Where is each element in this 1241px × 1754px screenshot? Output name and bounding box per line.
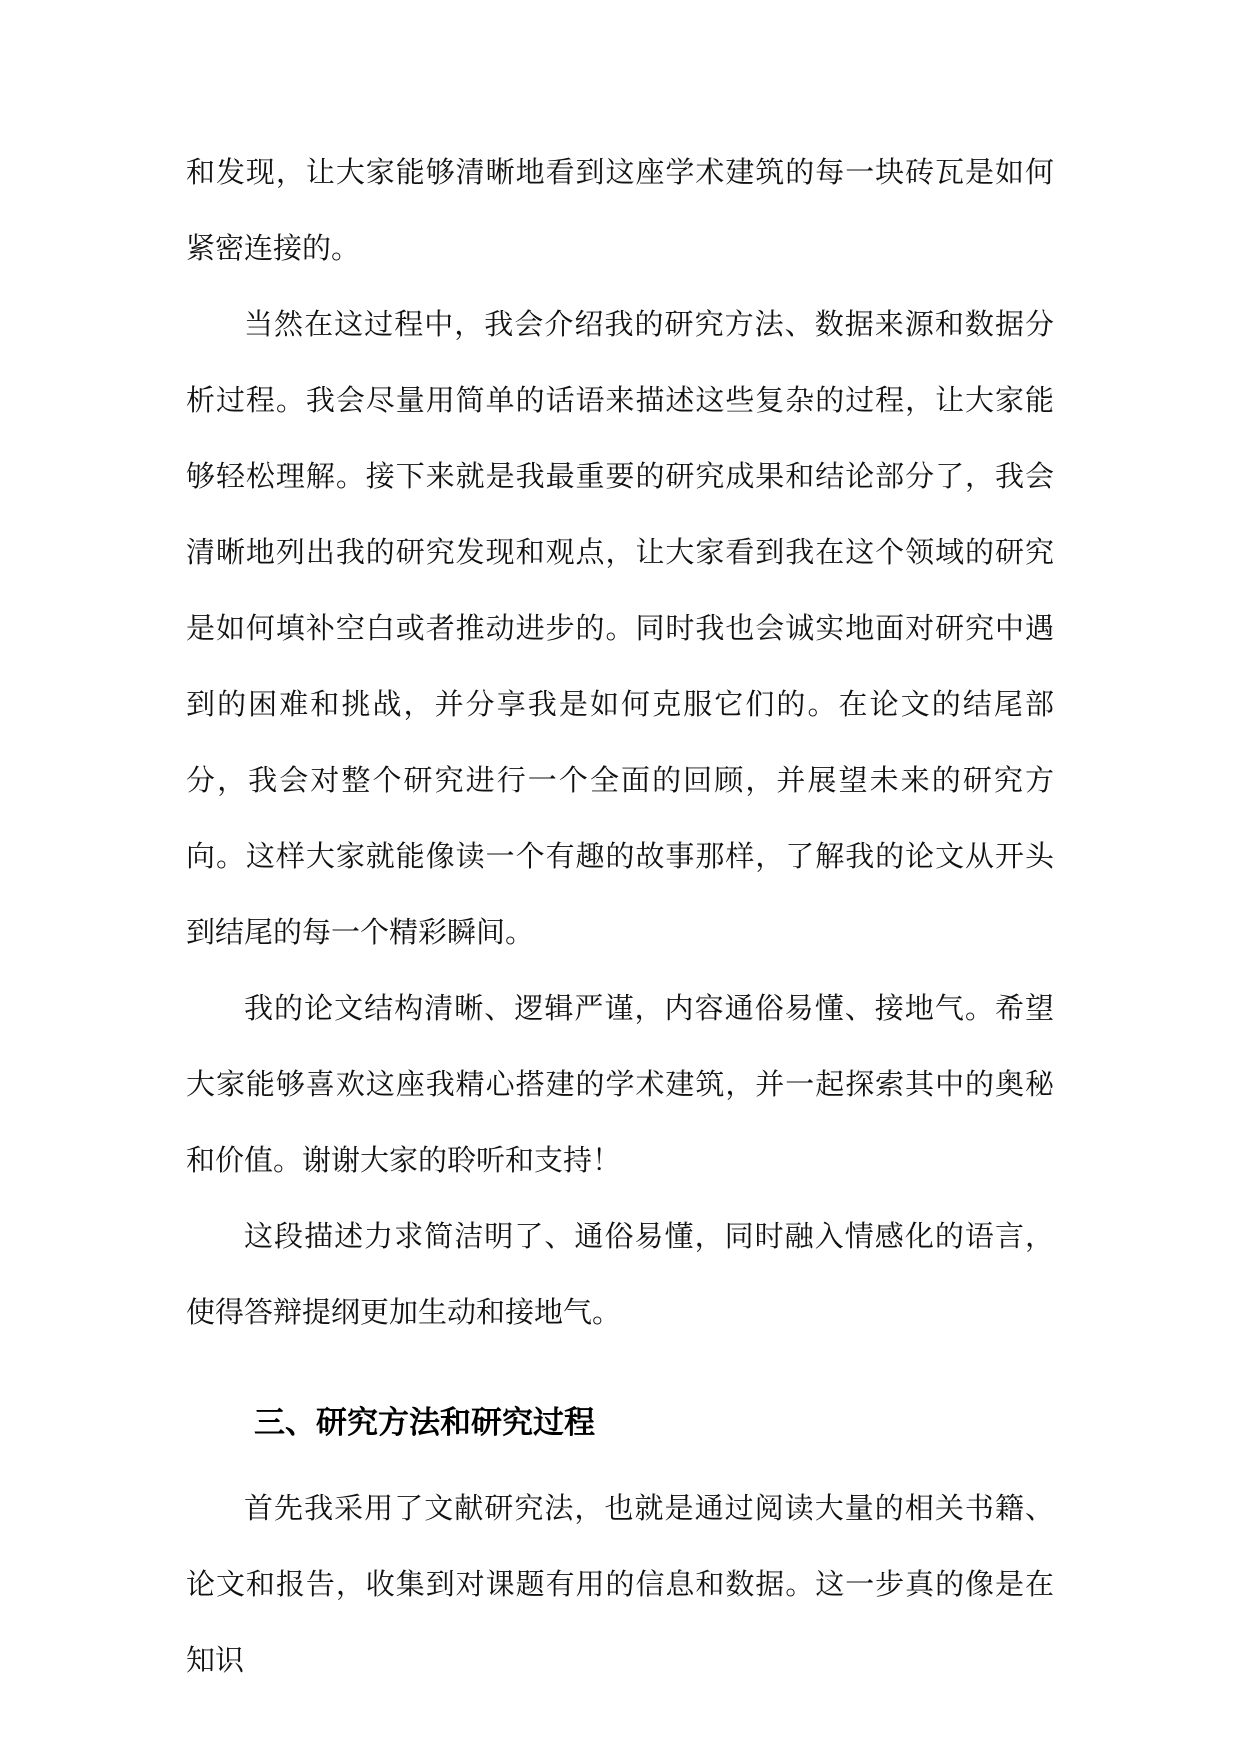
paragraph-note: 这段描述力求简洁明了、通俗易懂，同时融入情感化的语言，使得答辩提纲更加生动和接地气。 <box>186 1219 1054 1329</box>
document-body <box>186 134 1054 1698</box>
paragraph-section-start: 首先我采用了文献研究法，也就是通过阅读大量的相关书籍、论文和报告，收集到对课题有用的信息和数据。这一步真的像是在知识 <box>186 1491 1054 1677</box>
paragraph-methods-overview: 当然在这过程中，我会介绍我的研究方法、数据来源和数据分析过程。我会尽量用简单的话语来描述这些复杂的过程，让大家能够轻松理解。接下来就是我最重要的研究成果和结论部分了，我会清晰地列出我的研究发现和观点，让大家看到我在这个领域的研究是如何填补空白或者推动进步的。同时我也会诚实地面对研究中遇到的困难和挑战，并分享我是如何克服它们的。在论文的结尾部分，我会对整个研究进行一个全面的回顾，并展望未来的研究方向。这样大家就能像读一个有趣的故事那样，了解我的论文从开头到结尾的每一个精彩瞬间。 <box>186 307 1054 949</box>
paragraph-continuation: 和发现，让大家能够清晰地看到这座学术建筑的每一块砖瓦是如何紧密连接的。 <box>186 155 1054 265</box>
paragraph-conclusion: 我的论文结构清晰、逻辑严谨，内容通俗易懂、接地气。希望大家能够喜欢这座我精心搭建的学术建筑，并一起探索其中的奥秘和价值。谢谢大家的聆听和支持！ <box>186 991 1054 1177</box>
section-heading: 三、研究方法和研究过程 <box>254 1405 595 1441</box>
